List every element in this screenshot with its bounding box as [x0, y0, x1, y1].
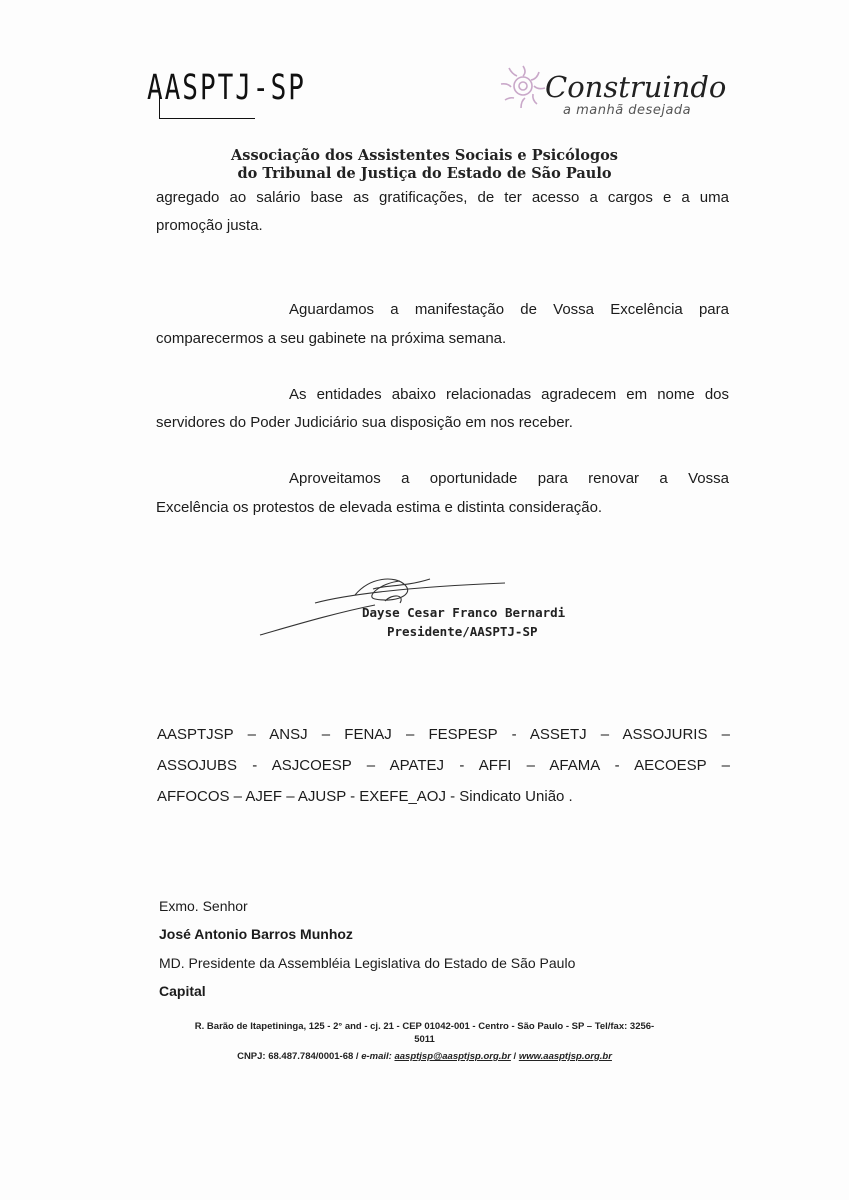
aasptj-logo — [147, 68, 306, 126]
signatory-role: Presidente/AASPTJ-SP — [387, 624, 538, 639]
paragraph-entities-thanks-line-2: servidores do Poder Judiciário sua disposição em nos receber. — [156, 414, 573, 431]
paragraph-continuation-line-1: agregado ao salário base as gratificações, de ter acesso a cargos e a uma — [156, 189, 729, 206]
paragraph-awaiting-line-2: comparecermos a seu gabinete na próxima semana. — [156, 330, 507, 347]
paragraph-closing-line-1: Aproveitamos a oportunidade para renovar a Vossa — [289, 470, 729, 487]
entities-list-line-3: AFFOCOS – AJEF – AJUSP - EXEFE_AOJ - Sindicato União . — [157, 788, 573, 805]
footer-separator: / — [510, 1051, 519, 1062]
org-name-line-2: do Tribunal de Justiça do Estado de São Paulo — [237, 165, 612, 182]
construindo-logo — [495, 58, 725, 128]
footer-website-link[interactable]: www.aasptjsp.org.br — [518, 1051, 612, 1062]
addressee-name: José Antonio Barros Munhoz — [159, 926, 353, 942]
construindo-brand-text: Construindo — [545, 70, 727, 104]
signatory-name: Dayse Cesar Franco Bernardi — [362, 605, 566, 620]
footer-address-line-1: R. Barão de Itapetininga, 125 - 2° and - cj. 21 - CEP 01042-001 - Centro - São Paulo - SP – Tel/fax: 3256- — [194, 1021, 655, 1032]
construindo-tagline: a manhã desejada — [563, 103, 692, 118]
footer-cnpj: CNPJ: 68.487.784/0001-68 / — [237, 1051, 362, 1062]
org-name-line-1: Associação dos Assistentes Sociais e Psicólogos — [231, 147, 618, 164]
addressee-city: Capital — [159, 983, 206, 999]
paragraph-entities-thanks-line-1: As entidades abaixo relacionadas agradecem em nome dos — [289, 386, 729, 403]
entities-list-line-2: ASSOJUBS - ASJCOESP – APATEJ - AFFI – AFAMA - AECOESP – — [157, 757, 730, 774]
footer-address-line-2: 5011 — [414, 1034, 435, 1045]
entities-list-line-1: AASPTJSP – ANSJ – FENAJ – FESPESP - ASSETJ – ASSOJURIS – — [157, 726, 730, 743]
footer-email-link[interactable]: aasptjsp@aasptjsp.org.br — [394, 1051, 511, 1062]
paragraph-continuation-line-2: promoção justa. — [156, 217, 263, 234]
paragraph-awaiting-line-1: Aguardamos a manifestação de Vossa Excelência para — [289, 301, 729, 318]
addressee-salutation: Exmo. Senhor — [159, 898, 248, 914]
addressee-title: MD. Presidente da Assembléia Legislativa do Estado de São Paulo — [159, 955, 576, 971]
footer-contact-line — [0, 1051, 849, 1062]
paragraph-closing-line-2: Excelência os protestos de elevada estima e distinta consideração. — [156, 499, 603, 516]
aasptj-logo-text: AASPTJ-SP — [147, 68, 306, 109]
footer-email-label: e-mail: — [361, 1051, 395, 1062]
